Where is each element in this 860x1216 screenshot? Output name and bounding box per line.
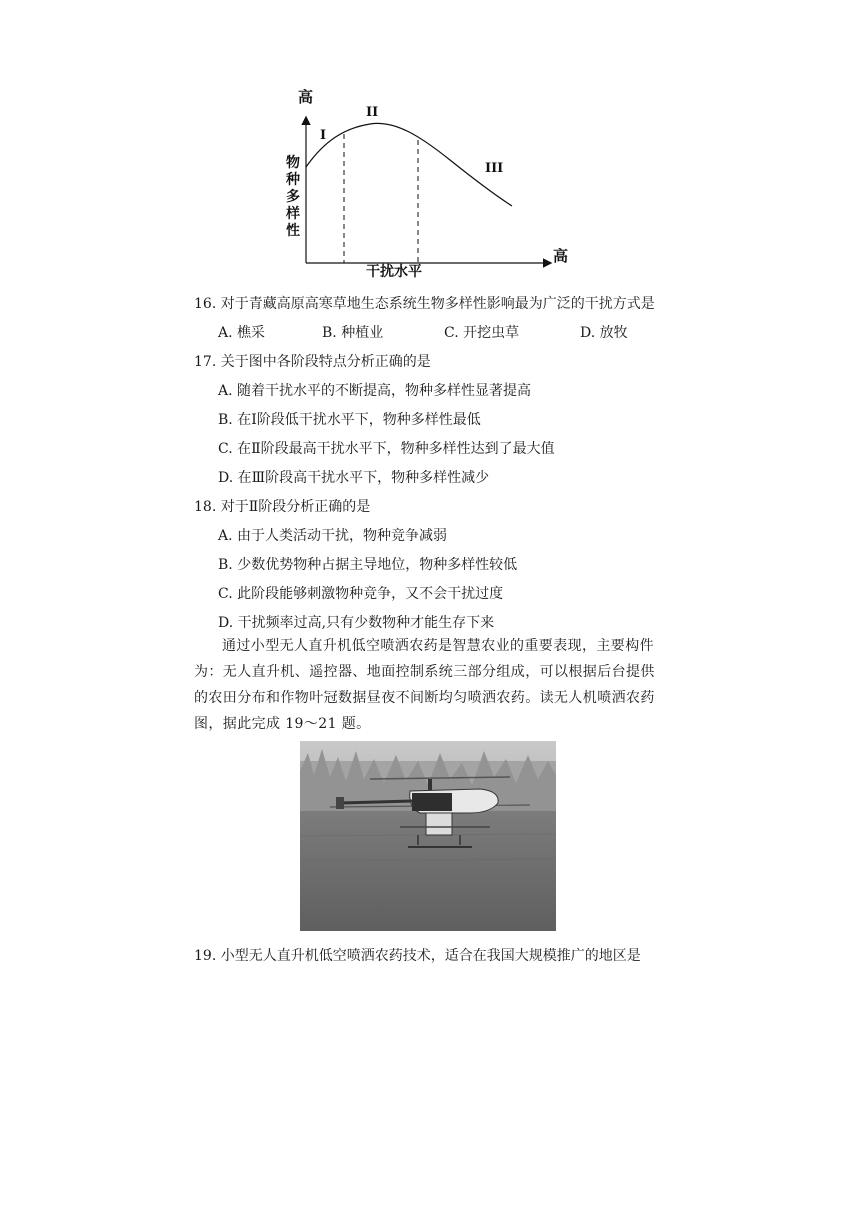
question-19-stem: 19. 小型无人直升机低空喷洒农药技术，适合在我国大规模推广的地区是 [194,948,641,964]
diversity-disturbance-chart [280,80,580,280]
q18-option-b: B. 少数优势物种占据主导地位，物种多样性较低 [218,557,518,573]
q18-option-a: A. 由于人类活动干扰，物种竞争减弱 [218,528,448,544]
y-top-label: 高 [298,88,314,106]
y-axis-label-char: 样 [286,206,300,222]
q17-option-c: C. 在Ⅱ阶段最高干扰水平下，物种多样性达到了最大值 [218,441,555,457]
q17-option-a: A. 随着干扰水平的不断提高，物种多样性显著提高 [218,383,532,399]
x-right-label: 高 [553,247,569,265]
diversity-curve [306,123,512,206]
q17-option-b: B. 在Ⅰ阶段低干扰水平下，物种多样性最低 [218,412,481,428]
question-16-stem: 16. 对于青藏高原高寒草地生态系统生物多样性影响最为广泛的干扰方式是 [194,296,655,312]
x-axis-label: 干扰水平 [366,264,422,280]
passage-text: 通过小型无人直升机低空喷洒农药是智慧农业的重要表现，主要构件为：无人直升机、遥控器、地面控制系统三部分组成，可以根据后台提供的农田分布和作物叶冠数据昼夜不间断均匀喷洒农药。读无人机喷洒农药图，据此完成 19～21 题。 [194,638,655,732]
stage-label-2: II [366,105,379,120]
stage-label-3: III [485,161,504,176]
q16-option-d: D. 放牧 [580,325,628,341]
q17-option-d: D. 在Ⅲ阶段高干扰水平下，物种多样性减少 [218,470,490,486]
stage-label-1: I [320,128,327,143]
y-axis-label-char: 多 [286,189,300,205]
y-axis-label-char: 物 [286,155,300,171]
y-axis-label-char: 性 [286,223,300,239]
q18-option-c: C. 此阶段能够刺激物种竞争，又不会干扰过度 [218,586,504,602]
question-18-stem: 18. 对于Ⅱ阶段分析正确的是 [194,499,371,515]
q16-option-b: B. 种植业 [322,325,384,341]
y-axis-label-char: 种 [286,172,300,188]
q16-option-a: A. 樵采 [218,325,266,341]
q16-option-c: C. 开挖虫草 [444,325,520,341]
q18-option-d: D. 干扰频率过高,只有少数物种才能生存下来 [218,615,495,631]
drone-spraying-photo [300,741,556,931]
question-17-stem: 17. 关于图中各阶段特点分析正确的是 [194,354,431,370]
